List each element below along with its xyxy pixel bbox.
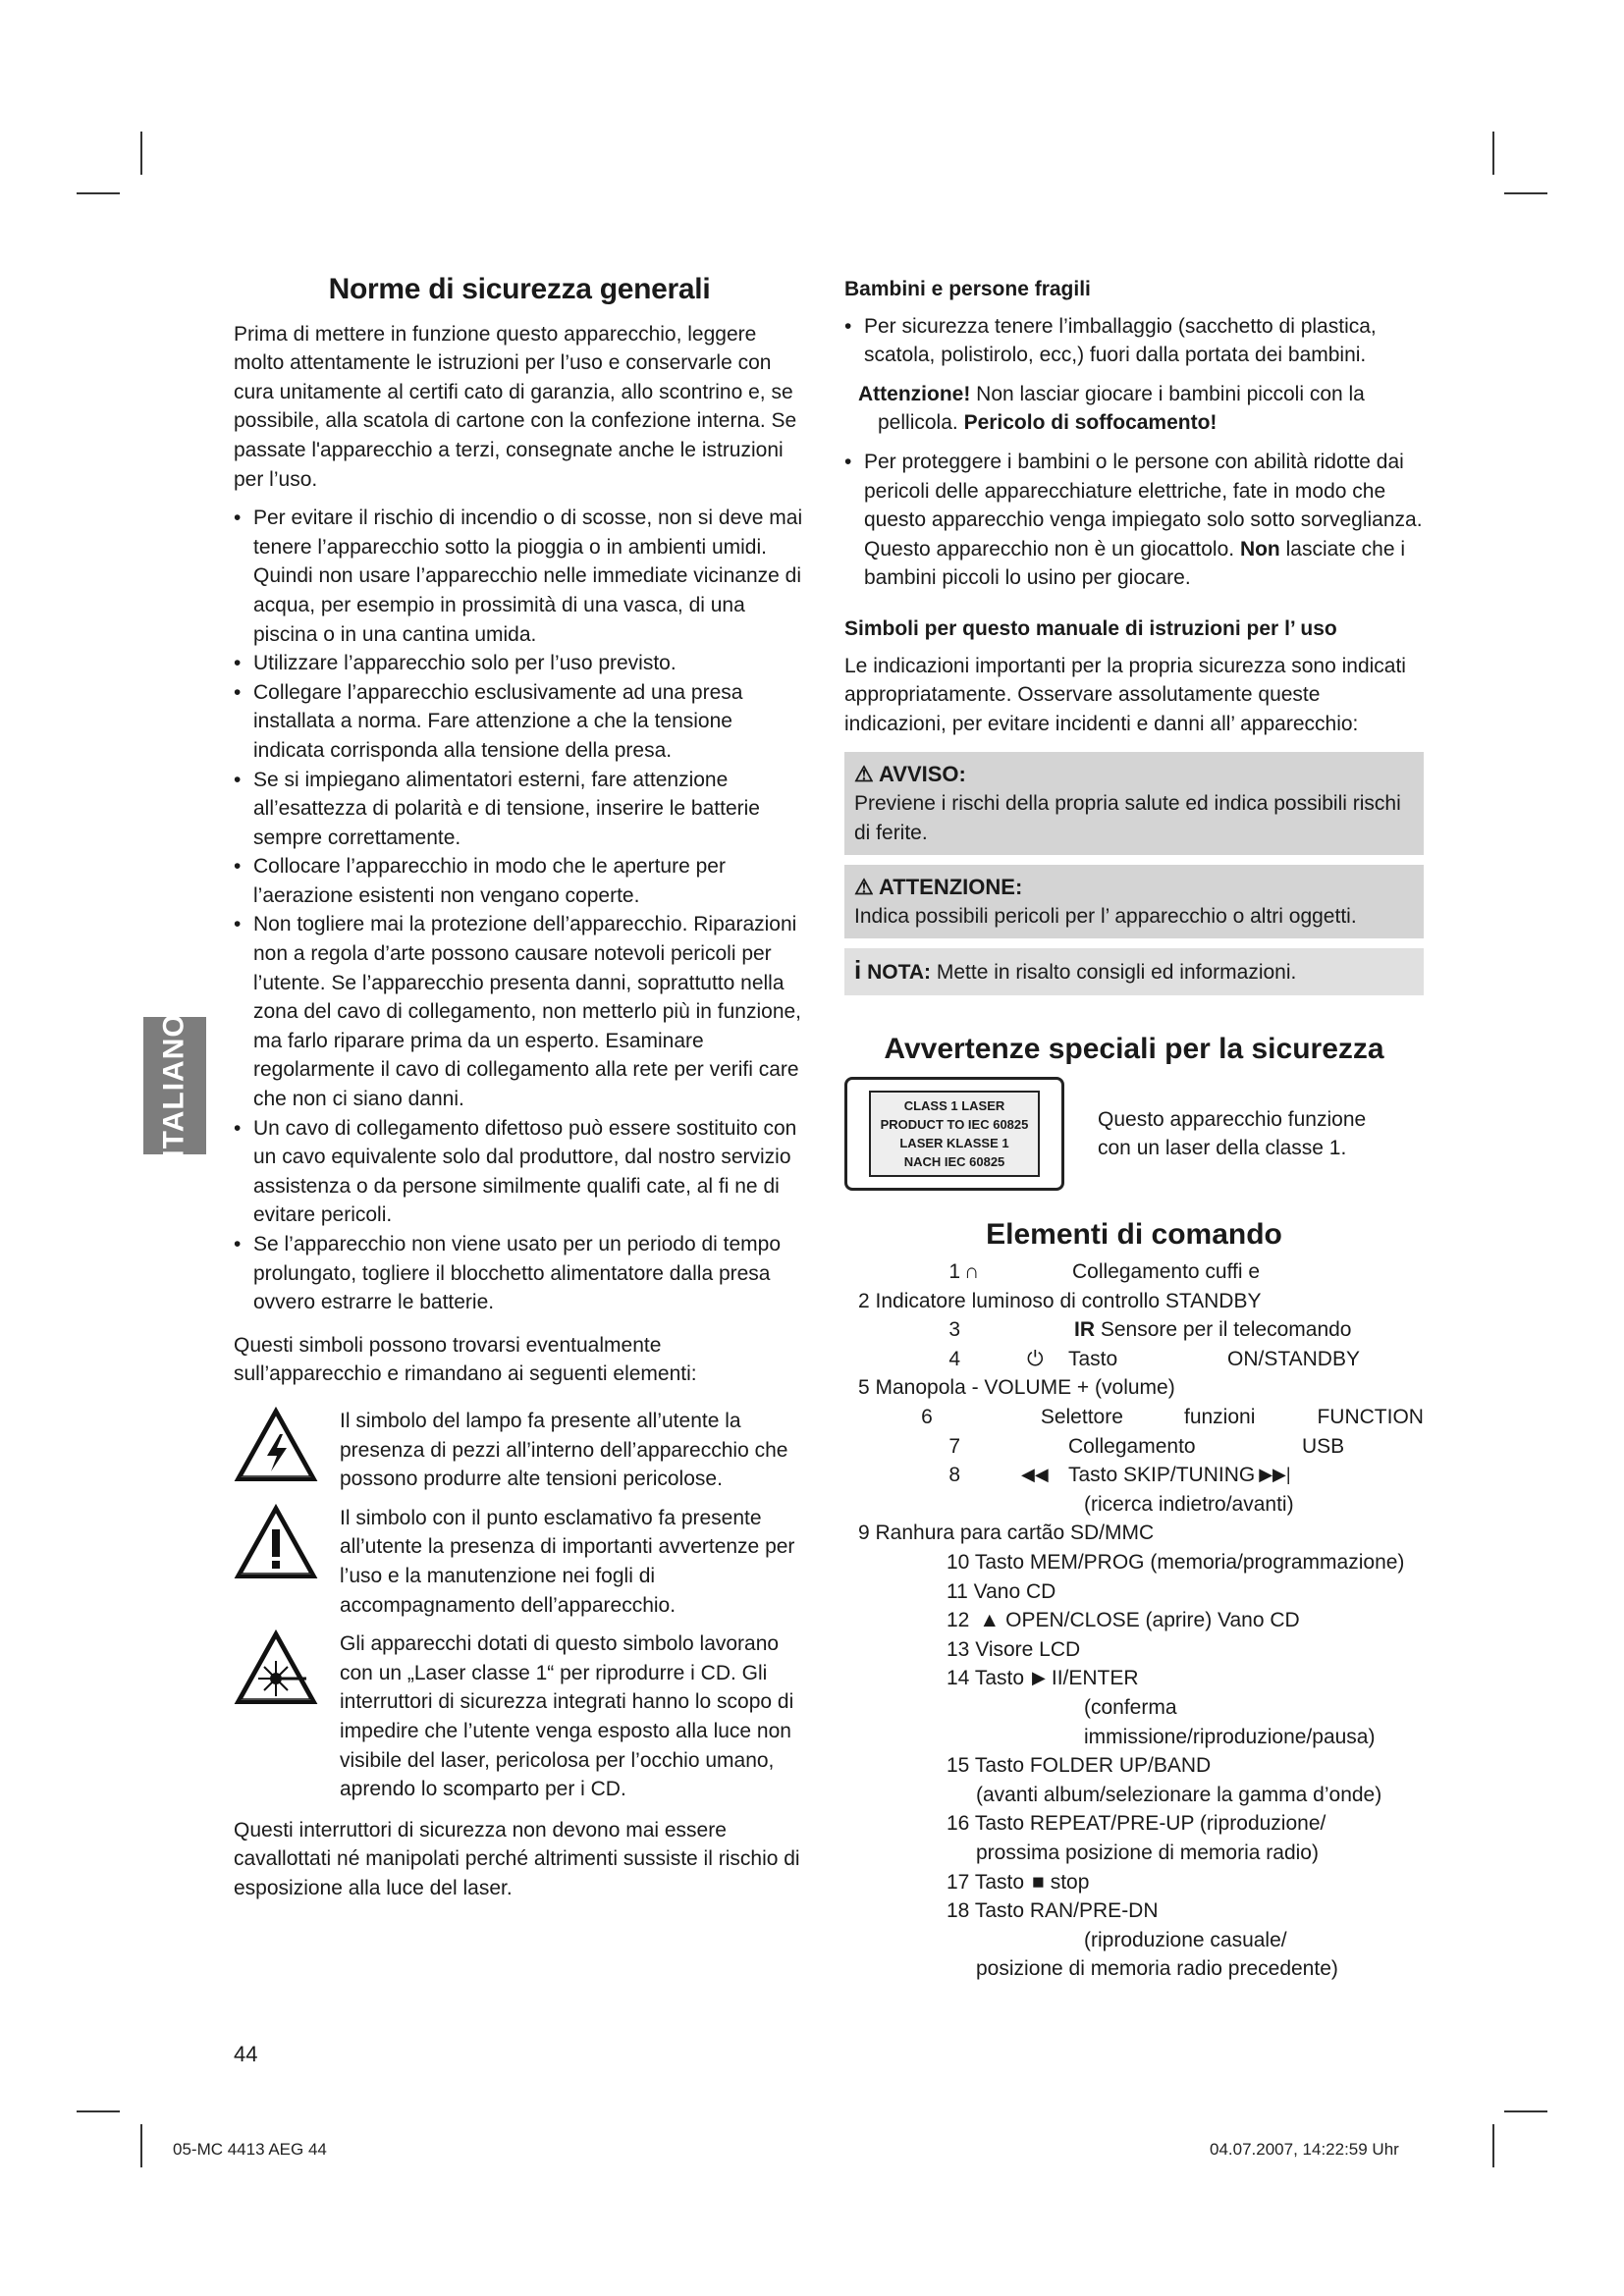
control-item: [844, 1257, 1424, 1287]
info-icon: i: [854, 955, 862, 986]
safety-bullet-list: [234, 504, 805, 1317]
avviso-box: [844, 752, 1424, 855]
control-item: [844, 1606, 1424, 1635]
children-heading: Bambini e persone fragili: [844, 278, 1091, 300]
list-item: • Per sicurezza tenere l’imballaggio (sacchetto di plastica, scatola, polistirolo, ecc,) fuori dalla portata dei bambini.: [844, 312, 1424, 370]
item-text: Collegamento cuffi e: [1072, 1260, 1261, 1284]
attention-text: Non lasciar giocare i bambini piccoli con la pellicola.: [878, 382, 1365, 435]
item-text: Sensore per il telecomando: [1095, 1318, 1352, 1342]
control-item-sub: [844, 1490, 1424, 1520]
power-icon: ⏻: [1027, 1347, 1044, 1370]
list-item: • Collegare l’apparecchio esclusivamente ad una presa installata a norma. Fare attenzione a che la tensione indicata corrisponda alla tensione della presa.: [234, 678, 805, 766]
item-text: 9 Ranhura para cartão SD/MMC: [858, 1522, 1155, 1545]
item-text: 5 Manopola - VOLUME + (volume): [858, 1376, 1175, 1400]
eject-icon: ▲: [979, 1609, 1001, 1632]
list-item: • Se l’apparecchio non viene usato per un periodo di tempo prolungato, togliere il blocchetto alimentatore dalla presa ovvero estrarre le batterie.: [234, 1230, 805, 1317]
right-column: [844, 275, 1424, 1984]
item-number: 1: [948, 1260, 960, 1284]
item-text: posizione di memoria radio precedente): [976, 1957, 1338, 1981]
children-b2-bold: Non: [1239, 537, 1280, 561]
item-text: 17 Tasto: [947, 1870, 1025, 1894]
item-text: 18 Tasto RAN/PRE-DN: [947, 1899, 1159, 1923]
controls-list: [844, 1257, 1424, 1984]
list-item: • Collocare l’apparecchio in modo che le aperture per l’aerazione esistenti non vengano coperte.: [234, 852, 805, 910]
item-number: 7: [948, 1434, 960, 1458]
control-item: [844, 1519, 1424, 1548]
crop-mark: [1504, 192, 1547, 194]
item-text: 16 Tasto REPEAT/PRE-UP (riproduzione/: [947, 1812, 1326, 1836]
laser-warning-icon: [234, 1629, 318, 1708]
children-list-2: [844, 448, 1424, 593]
symbol-exclamation-text: Il simbolo con il punto esclamativo fa presente all’utente la presenza di importanti avvertenze per l’uso e la manutenzione nei fogli di accompagnamento dell’apparecchio.: [340, 1506, 795, 1617]
item-text: (riproduzione casuale/: [1084, 1928, 1287, 1951]
item-text: Selettore: [1040, 1406, 1123, 1429]
symbol-laser-row: [234, 1629, 805, 1804]
item-text: 14 Tasto: [947, 1667, 1025, 1690]
caution-triangle-icon: ⚠: [854, 875, 874, 900]
nota-text: Mette in risalto consigli ed informazioni.: [936, 961, 1297, 985]
item-text: USB: [1302, 1434, 1345, 1458]
attenzione-text: Indica possibili pericoli per l’ apparecchio o altri oggetti.: [854, 904, 1357, 928]
intro-paragraph: Prima di mettere in funzione questo apparecchio, leggere molto attentamente le istruzioni per l’uso e conservarle con cura unitamente al certifi cato di garanzia, allo scontrino e, se possibile, alla scatola di cartone con la confezione interna. Se passate l'apparecchio a terzi, consegnate anche le istruzioni per l’uso.: [234, 322, 797, 491]
item-text: OPEN/CLOSE (aprire) Vano CD: [1005, 1609, 1300, 1632]
control-item: [844, 1896, 1424, 1926]
control-item-sub: [844, 1781, 1424, 1810]
lightning-warning-icon: [234, 1407, 318, 1485]
control-item-sub: [844, 1693, 1424, 1751]
control-item: [844, 1664, 1424, 1693]
item-text: ON/STANDBY: [1227, 1347, 1360, 1370]
stop-icon: ■: [1032, 1870, 1045, 1894]
item-text: Collegamento: [1068, 1434, 1196, 1458]
warning-triangle-icon: ⚠: [854, 762, 874, 787]
item-text: II/ENTER: [1051, 1667, 1139, 1690]
control-item: [844, 1577, 1424, 1607]
crop-mark: [1492, 132, 1494, 175]
list-item: • Utilizzare l’apparecchio solo per l’uso previsto.: [234, 649, 805, 678]
laser-line: PRODUCT TO IEC 60825: [880, 1117, 1029, 1133]
item-text: (conferma immissione/riproduzione/pausa): [1084, 1695, 1376, 1748]
symbols-heading: Simboli per questo manuale di istruzioni per l’ uso: [844, 616, 1337, 640]
attention-bold: Pericolo di soffocamento!: [963, 411, 1218, 435]
list-item: • Per evitare il rischio di incendio o di scosse, non si deve mai tenere l’apparecchio sotto la pioggia o in ambienti umidi. Quindi non usare l’apparecchio nelle immediate vicinanze di acqua, per esempio in prossimità di una vasca, di una piscina o in una cantina umida.: [234, 504, 805, 649]
left-column: [234, 275, 805, 1902]
closing-paragraph: Questi interruttori di sicurezza non devono mai essere cavallottati né manipolati perché altrimenti sussiste il rischio di esposizione alla luce del laser.: [234, 1818, 800, 1899]
control-item-sub: [844, 1954, 1424, 1984]
item-text: Tasto: [1068, 1347, 1118, 1370]
control-item-sub: [844, 1839, 1424, 1868]
laser-class-row: [844, 1077, 1424, 1191]
language-tab-label: ITALIANO: [158, 1013, 190, 1158]
item-text: stop: [1050, 1870, 1090, 1894]
control-item: [844, 1403, 1424, 1432]
control-item: [844, 1751, 1424, 1781]
item-number: 6: [921, 1406, 933, 1429]
laser-line: CLASS 1 LASER: [903, 1098, 1005, 1114]
attenzione-label: ATTENZIONE:: [879, 875, 1023, 900]
general-safety-title: Norme di sicurezza generali: [328, 273, 711, 305]
exclamation-warning-icon: [234, 1504, 318, 1582]
control-item: [844, 1315, 1424, 1345]
item-text: 2 Indicatore luminoso di controllo STANDBY: [858, 1289, 1262, 1312]
control-item: [844, 1548, 1424, 1577]
item-text: (avanti album/selezionare la gamma d’onde): [976, 1783, 1382, 1806]
symbol-laser-text: Gli apparecchi dotati di questo simbolo lavorano con un „Laser classe 1“ per riprodurre i CD. Gli interruttori di sicurezza integrati hanno lo scopo di impedire che l’utente venga esposto alla luce non visibile del laser, pericolosa per l’occhio umano, aprendo lo scomparto per i CD.: [340, 1632, 794, 1801]
list-item: • Se si impiegano alimentatori esterni, fare attenzione all’esattezza di polarità e di tensione, inserire le batterie sempre correttamente.: [234, 766, 805, 853]
controls-title: Elementi di comando: [986, 1218, 1282, 1252]
skip-forward-icon: ▶▶|: [1259, 1465, 1291, 1485]
item-text: Tasto SKIP/TUNING: [1068, 1464, 1256, 1487]
symbol-lightning-row: [234, 1407, 805, 1494]
crop-mark: [1492, 2124, 1494, 2167]
symbol-exclamation-row: [234, 1504, 805, 1620]
nota-box: [844, 948, 1424, 995]
item-text: 15 Tasto FOLDER UP/BAND: [947, 1754, 1212, 1778]
item-text: 13 Visore LCD: [947, 1637, 1081, 1661]
footer-right: 04.07.2007, 14:22:59 Uhr: [1210, 2140, 1399, 2159]
symbols-intro: Questi simboli possono trovarsi eventualmente sull’apparecchio e rimandano ai seguenti elementi:: [234, 1333, 697, 1386]
children-b2-text2: lasciate che i bambini piccoli lo usino per giocare.: [864, 537, 1405, 590]
control-item: [844, 1461, 1424, 1490]
control-item: [844, 1432, 1424, 1462]
item-bold: IR: [1074, 1318, 1095, 1342]
laser-class-label: [844, 1077, 1064, 1191]
avviso-text: Previene i rischi della propria salute ed indica possibili rischi di ferite.: [854, 791, 1401, 844]
footer-left: 05-MC 4413 AEG 44: [173, 2140, 327, 2159]
item-text: prossima posizione di memoria radio): [976, 1841, 1319, 1864]
item-text: FUNCTION: [1317, 1406, 1424, 1429]
headphone-icon: ∩: [964, 1260, 980, 1284]
list-item: • Non togliere mai la protezione dell’apparecchio. Riparazioni non a regola d’arte possono causare notevoli pericoli per l’utente. Se l’apparecchio presenta danni, soprattutto nella zona del cavo di collegamento, non metterlo più in funzione, ma farlo riparare prima da un esperto. Esaminare regolarmente il cavo di collegamento alla rete per verifi care che non ci siano danni.: [234, 910, 805, 1113]
item-text: funzioni: [1183, 1406, 1256, 1429]
control-item: [844, 1373, 1424, 1403]
crop-mark: [140, 2124, 142, 2167]
play-icon: ▶: [1032, 1668, 1046, 1688]
nota-label: NOTA:: [867, 961, 932, 985]
special-safety-title: Avvertenze speciali per la sicurezza: [884, 1032, 1384, 1065]
children-list: [844, 312, 1424, 370]
list-item: • Un cavo di collegamento difettoso può essere sostituito con un cavo equivalente solo dal produttore, dal nostro servizio assistenza o da persone similmente qualifi cate, al fi ne di evitare pericoli.: [234, 1114, 805, 1230]
control-item: [844, 1635, 1424, 1665]
item-text: (ricerca indietro/avanti): [1084, 1492, 1294, 1516]
item-number: 8: [948, 1464, 960, 1487]
symbols-text: Le indicazioni importanti per la propria sicurezza sono indicati appropriatamente. Osservare assolutamente queste indicazioni, per evitare incidenti e danni all’ apparecchio:: [844, 654, 1406, 735]
control-item: [844, 1287, 1424, 1316]
list-item: [844, 448, 1424, 593]
symbol-lightning-text: Il simbolo del lampo fa presente all’utente la presenza di pezzi all’interno dell’apparecchio che possono produrre alte tensioni pericolose.: [340, 1409, 788, 1491]
item-text: 11 Vano CD: [947, 1579, 1056, 1603]
control-item: [844, 1868, 1424, 1897]
crop-mark: [140, 132, 142, 175]
language-tab: [143, 1013, 206, 1158]
laser-line: NACH IEC 60825: [903, 1154, 1005, 1170]
crop-mark: [77, 2110, 120, 2112]
control-item-sub: [844, 1926, 1424, 1955]
item-text: 10 Tasto MEM/PROG (memoria/programmazione): [947, 1551, 1405, 1574]
crop-mark: [77, 192, 120, 194]
laser-line: LASER KLASSE 1: [899, 1136, 1009, 1151]
page-number: 44: [234, 2042, 258, 2066]
attention-label: Attenzione!: [858, 382, 971, 405]
rewind-icon: ◀◀: [1021, 1465, 1049, 1485]
attenzione-box: [844, 865, 1424, 938]
avviso-label: AVVISO:: [879, 762, 966, 787]
control-item: [844, 1345, 1424, 1374]
children-b2-text: Per proteggere i bambini o le persone con abilità ridotte dai pericoli delle apparecchiature elettriche, fate in modo che questo apparecchio venga impiegato solo sotto sorveglianza. Questo apparecchio non è un giocattolo.: [864, 450, 1423, 561]
crop-mark: [1504, 2110, 1547, 2112]
laser-text: Questo apparecchio funzione con un laser della classe 1.: [1098, 1107, 1367, 1160]
item-number: 4: [948, 1347, 960, 1370]
item-number: 12: [947, 1609, 970, 1632]
item-number: 3: [948, 1318, 960, 1342]
attention-note: [858, 380, 1424, 438]
control-item: [844, 1809, 1424, 1839]
